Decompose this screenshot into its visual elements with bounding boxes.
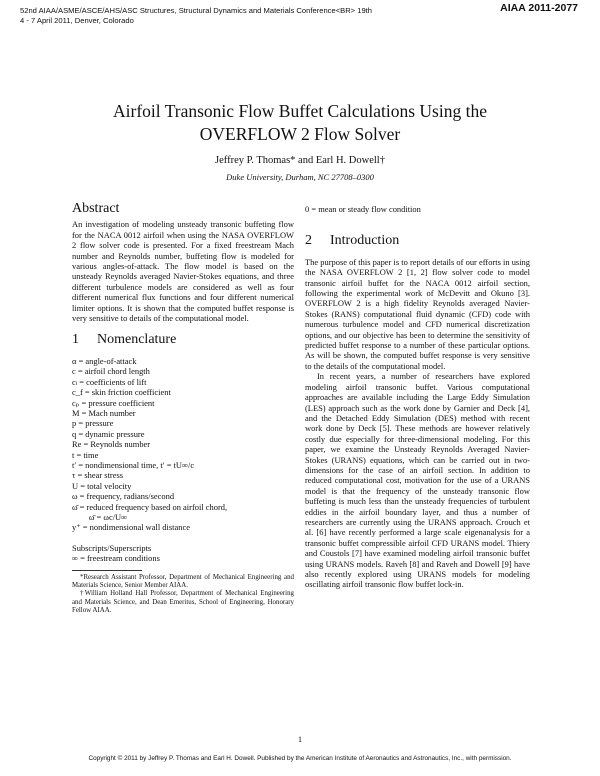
authors: Jeffrey P. Thomas* and Earl H. Dowell† — [215, 155, 385, 166]
nomenclature-list — [72, 356, 294, 533]
footnote-divider — [72, 570, 142, 571]
list-item: ω = frequency, radians/second — [72, 491, 175, 502]
paper-title — [0, 100, 600, 146]
list-item: c_f = skin friction coefficient — [72, 387, 171, 398]
list-item: ω̄ = ωc/U∞ — [72, 511, 128, 522]
list-item: τ = shear stress — [72, 470, 124, 481]
conference-line-2: 4 - 7 April 2011, Denver, Colorado — [20, 15, 134, 25]
intro-paragraph-1: The purpose of this paper is to report details of our efforts in using the NASA OVERFLOW 2 [1, 2] flow solver code to model transonic airfoil buffet for the NACA 0012 airfoil section, following the experimental work of McDevitt and Okuno [3]. OVERFLOW 2 is a high fidelity Reynolds averaged Navier-Stokes (RANS) computational fluid dynamic (CFD) code with numerous turbulence model and CFD numerical discretization options, and our objective has been to determine the sensitivity of predicted buffet response to a number of these particular options. As will be shown, the computed buffet response is very sensitive to the details of the computational model. — [305, 256, 530, 371]
list-item: t′ = nondimensional time, t′ = tU∞/c — [72, 459, 195, 470]
footnote-1: *Research Assistant Professor, Department of Mechanical Engineering and Materials Science, Senior Member AIAA. — [72, 573, 294, 589]
section-number: 2 — [305, 233, 312, 249]
title-line-2: OVERFLOW 2 Flow Solver — [199, 124, 401, 144]
list-item: ∞ = freestream conditions — [72, 553, 160, 564]
right-column — [305, 204, 530, 590]
list-item: M = Mach number — [72, 407, 136, 418]
list-item: Re = Reynolds number — [72, 439, 151, 450]
list-item: q = dynamic pressure — [72, 428, 145, 439]
section-number: 1 — [72, 332, 79, 348]
list-item: p = pressure — [72, 418, 114, 429]
list-item: cₗ = coefficients of lift — [72, 376, 147, 387]
copyright-footer: Copyright © 2011 by Jeffrey P. Thomas and Earl H. Dowell. Published by the American Institute of Aeronautics and Astronautics, Inc., with permission. — [88, 755, 512, 762]
footnote-2: †William Holland Hall Professor, Department of Mechanical Engineering and Materials Science, and Dean Emeritus, School of Engineering, Honorary Fellow AIAA. — [72, 590, 294, 615]
subscripts-heading: Subscripts/Superscripts — [72, 542, 152, 553]
section-title: Introduction — [330, 233, 400, 249]
paper-id: AIAA 2011-2077 — [500, 2, 578, 14]
conference-line-1: 52nd AIAA/ASME/ASCE/AHS/ASC Structures, Structural Dynamics and Materials Conference<BR> 19th — [20, 6, 373, 15]
abstract-heading: Abstract — [72, 201, 120, 216]
list-item: 0 = mean or steady flow condition — [305, 204, 421, 214]
title-line-1: Airfoil Transonic Flow Buffet Calculations Using the — [113, 101, 487, 121]
left-column — [72, 201, 294, 616]
abstract-text: An investigation of modeling unsteady transonic buffeting flow for the NACA 0012 airfoil when using the NASA OVERFLOW 2 flow solver code is presented. For a fixed freestream Mach number and Reynolds number, buffeting flow is modeled for various angles-of-attack. The flow model is based on the unsteady Reynolds averaged Navier-Stokes equations, and three different turbulence models are considered as well as four different numerical flux functions and four different numerical limiter options. It is shown that the computed buffet response is very sensitive to details of the computational model. — [72, 219, 294, 324]
page-number: 1 — [297, 734, 303, 744]
conference-header — [20, 6, 440, 25]
list-item: U = total velocity — [72, 480, 132, 491]
section-title: Nomenclature — [97, 332, 177, 348]
list-item: t = time — [72, 449, 99, 460]
nomenclature-section-heading — [72, 332, 294, 348]
list-item: ω̄ = reduced frequency based on airfoil chord, — [72, 501, 228, 512]
introduction-section-heading — [305, 233, 530, 249]
affiliation: Duke University, Durham, NC 27708–0300 — [226, 172, 374, 182]
list-item: y⁺ = nondimensional wall distance — [72, 522, 190, 533]
list-item: c = airfoil chord length — [72, 366, 150, 377]
list-item: α = angle-of-attack — [72, 355, 137, 366]
intro-paragraph-2: In recent years, a number of researchers have explored modeling airfoil transonic buffet. Various computational approaches are available including the Large Eddy Simulation (LES) approach such as the work done by Garnier and Deck [4], and the Detached Eddy Simulation (DES) method with recent work done by Deck [5]. These methods are however relatively costly due especially for three-dimensional modeling. For this paper, we examine the Unsteady Reynolds Averaged Navier-Stokes (URANS) equations, which can be carried out in two-dimensions for the case of an airfoil section. In addition to reduced computational cost, motivation for the use of a URANS model is that the frequency of the unsteady transonic flow buffeting is much less than the unsteady frequencies of turbulent eddies in the airfoil boundary layer, and thus a number of researchers are currently using the URANS approach. Crouch et al. [6] have recently performed a large scale eigenanalysis for a transonic buffet compressible airfoil CFD URANS model. Thiery and Coustols [7] have examined modeling airfoil transonic buffet using URANS models. Raveh [8] and Raveh and Dowell [9] have also recently explored using URANS models for modeling oscillating airfoil transonic flow buffet lock-in. — [305, 371, 530, 590]
list-item: cₚ = pressure coefficient — [72, 397, 155, 408]
